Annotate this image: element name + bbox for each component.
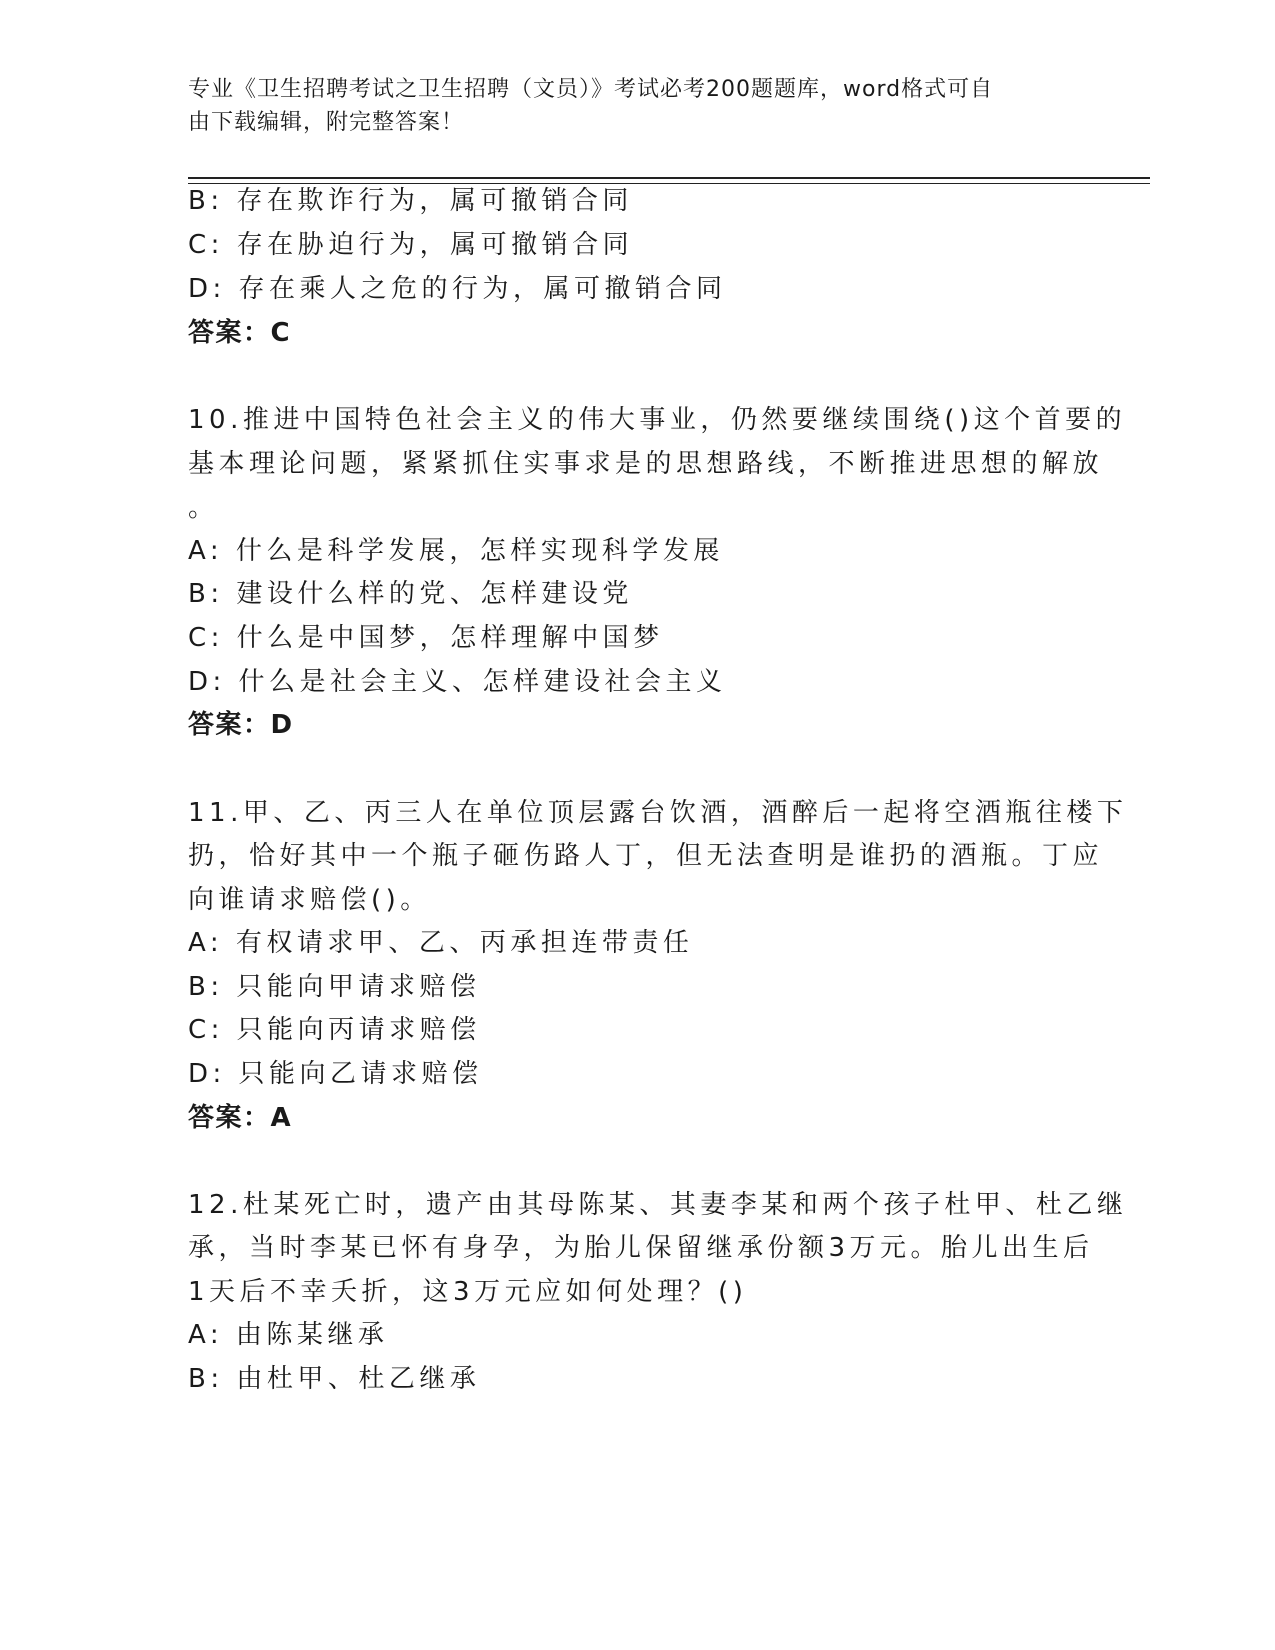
q11-stem-line-2: 扔，恰好其中一个瓶子砸伤路人丁，但无法查明是谁扔的酒瓶。丁应 xyxy=(188,841,1104,871)
document-header xyxy=(188,73,1068,139)
q12-stem-line-3: 1天后不幸夭折，这3万元应如何处理？() xyxy=(188,1277,748,1307)
q11-option-d: D: 只能向乙请求赔偿 xyxy=(188,1059,483,1089)
q10-answer: 答案：D xyxy=(188,710,294,740)
q10-stem-line-1: 10.推进中国特色社会主义的伟大事业，仍然要继续围绕()这个首要的 xyxy=(188,405,1127,435)
q10-stem-line-2: 基本理论问题，紧紧抓住实事求是的思想路线，不断推进思想的解放 xyxy=(188,449,1104,479)
q10-option-b: B: 建设什么样的党、怎样建设党 xyxy=(188,579,633,609)
q12-stem-line-1: 12.杜某死亡时，遗产由其母陈某、其妻李某和两个孩子杜甲、杜乙继 xyxy=(188,1190,1128,1220)
q11-stem-line-1: 11.甲、乙、丙三人在单位顶层露台饮酒，酒醉后一起将空酒瓶往楼下 xyxy=(188,798,1128,828)
q12-option-b: B: 由杜甲、杜乙继承 xyxy=(188,1364,481,1394)
prev-option-d: D: 存在乘人之危的行为，属可撤销合同 xyxy=(188,274,727,304)
q12-option-a: A: 由陈某继承 xyxy=(188,1320,389,1350)
q10-option-a: A: 什么是科学发展，怎样实现科学发展 xyxy=(188,536,724,566)
q11-option-c: C: 只能向丙请求赔偿 xyxy=(188,1015,481,1045)
prev-option-b: B: 存在欺诈行为，属可撤销合同 xyxy=(188,186,633,216)
q11-option-a: A: 有权请求甲、乙、丙承担连带责任 xyxy=(188,928,694,958)
q11-stem-line-3: 向谁请求赔偿()。 xyxy=(188,885,431,915)
q10-option-c: C: 什么是中国梦，怎样理解中国梦 xyxy=(188,623,664,653)
q11-answer: 答案：A xyxy=(188,1103,293,1133)
header-line-2: 由下载编辑，附完整答案！ xyxy=(188,110,465,135)
q11-option-b: B: 只能向甲请求赔偿 xyxy=(188,972,481,1002)
header-rule-thick xyxy=(188,177,1150,179)
q12-stem-line-2: 承，当时李某已怀有身孕，为胎儿保留继承份额3万元。胎儿出生后 xyxy=(188,1233,1094,1263)
q10-option-d: D: 什么是社会主义、怎样建设社会主义 xyxy=(188,667,727,697)
header-line-1: 专业《卫生招聘考试之卫生招聘（文员）》考试必考200题题库，word格式可自 xyxy=(188,77,994,102)
prev-answer: 答案：C xyxy=(188,318,292,348)
q10-stem-line-3: 。 xyxy=(188,493,219,523)
prev-option-c: C: 存在胁迫行为，属可撤销合同 xyxy=(188,230,634,260)
